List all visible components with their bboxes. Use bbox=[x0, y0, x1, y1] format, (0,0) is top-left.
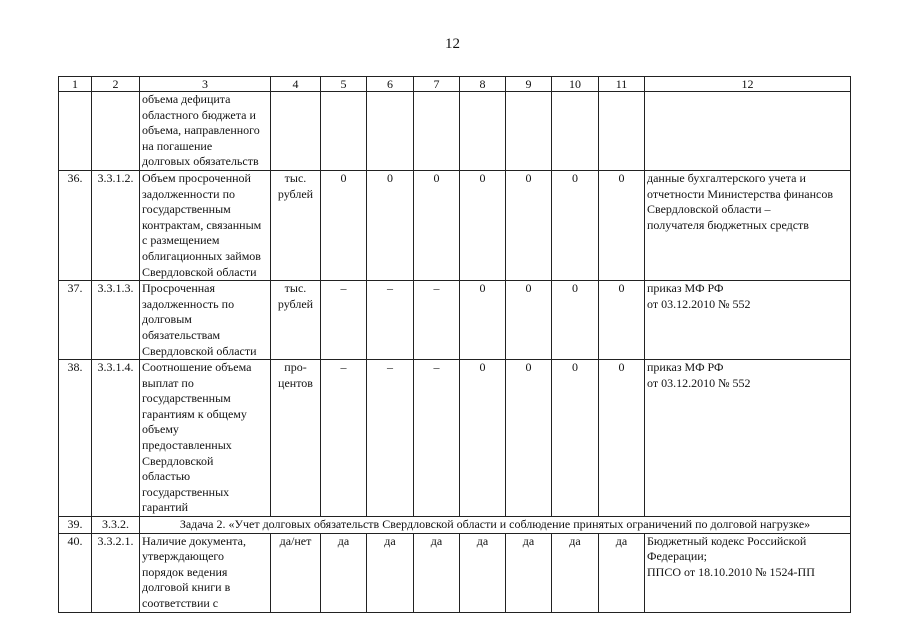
cell-line: долговых обязательств bbox=[142, 154, 259, 169]
year-value: 0 bbox=[506, 360, 552, 517]
indicator-name bbox=[140, 360, 271, 517]
row-number bbox=[59, 92, 92, 171]
year-value bbox=[414, 92, 460, 171]
column-header: 1 bbox=[59, 77, 92, 92]
unit-of-measure bbox=[271, 360, 321, 517]
row-code: 3.3.1.3. bbox=[92, 281, 140, 360]
row-number: 40. bbox=[59, 533, 92, 612]
table-header-row bbox=[59, 77, 851, 92]
cell-line: соответствии с bbox=[142, 596, 219, 610]
cell-line: от 03.12.2010 № 552 bbox=[647, 296, 751, 311]
year-value: – bbox=[414, 360, 460, 517]
column-header: 3 bbox=[140, 77, 271, 92]
cell-line: областного бюджета и bbox=[142, 107, 256, 122]
row-code bbox=[92, 92, 140, 171]
cell-line: Свердловской области – bbox=[647, 202, 771, 217]
cell-line: с размещением bbox=[142, 233, 220, 248]
year-value bbox=[460, 92, 506, 171]
year-value: 0 bbox=[506, 281, 552, 360]
row-code: 3.3.2. bbox=[92, 517, 140, 534]
cell-line: Свердловской bbox=[142, 453, 214, 468]
cell-line: Бюджетный кодекс Российской bbox=[647, 533, 807, 548]
cell-line: данные бухгалтерского учета и bbox=[647, 170, 806, 185]
cell-line: областью bbox=[142, 469, 191, 484]
year-value: – bbox=[321, 281, 367, 360]
cell-line: объема дефицита bbox=[142, 92, 231, 106]
year-value bbox=[506, 92, 552, 171]
row-code: 3.3.2.1. bbox=[92, 533, 140, 612]
data-source bbox=[645, 360, 851, 517]
cell-line: долговым bbox=[142, 312, 192, 327]
cell-line: Наличие документа, bbox=[142, 533, 246, 548]
row-number: 38. bbox=[59, 360, 92, 517]
year-value bbox=[552, 92, 599, 171]
cell-line: задолженность по bbox=[142, 296, 235, 311]
year-value: 0 bbox=[414, 170, 460, 280]
cell-line: рублей bbox=[277, 296, 314, 311]
year-value: – bbox=[414, 281, 460, 360]
cell-line: получателя бюджетных средств bbox=[647, 217, 809, 232]
data-source bbox=[645, 281, 851, 360]
row-number: 39. bbox=[59, 517, 92, 534]
year-value: 0 bbox=[599, 170, 645, 280]
year-value: – bbox=[367, 360, 414, 517]
cell-line: выплат по bbox=[142, 375, 194, 390]
cell-line: гарантий bbox=[142, 500, 189, 515]
indicator-name bbox=[140, 170, 271, 280]
year-value: – bbox=[321, 360, 367, 517]
cell-line: на погашение bbox=[142, 138, 213, 153]
cell-line: Просроченная bbox=[142, 281, 216, 296]
column-header: 7 bbox=[414, 77, 460, 92]
table-row bbox=[59, 533, 851, 612]
data-source bbox=[645, 92, 851, 171]
year-value: 0 bbox=[599, 360, 645, 517]
table-row bbox=[59, 170, 851, 280]
column-header: 6 bbox=[367, 77, 414, 92]
cell-line: тыс. bbox=[284, 281, 307, 296]
year-value: 0 bbox=[552, 360, 599, 517]
year-value: 0 bbox=[599, 281, 645, 360]
year-value: 0 bbox=[321, 170, 367, 280]
data-source bbox=[645, 533, 851, 612]
cell-line: объема, направленного bbox=[142, 123, 260, 138]
cell-line: гарантиям к общему bbox=[142, 406, 247, 421]
year-value: да bbox=[414, 533, 460, 612]
table-row bbox=[59, 517, 851, 534]
indicator-name bbox=[140, 533, 271, 612]
year-value: 0 bbox=[552, 170, 599, 280]
cell-line: государственным bbox=[142, 202, 231, 217]
column-header: 10 bbox=[552, 77, 599, 92]
cell-line: государственных bbox=[142, 484, 230, 499]
cell-line: контрактам, связанным bbox=[142, 217, 262, 232]
cell-line: предоставленных bbox=[142, 438, 232, 453]
unit-of-measure bbox=[271, 281, 321, 360]
cell-line: Объем просроченной bbox=[142, 170, 251, 185]
task-title: Задача 2. «Учет долговых обязательств Свердловской области и соблюдение принятых ограничений по долговой нагрузке» bbox=[140, 517, 851, 534]
cell-line: порядок ведения bbox=[142, 564, 228, 579]
cell-line: отчетности Министерства финансов bbox=[647, 186, 833, 201]
unit-of-measure bbox=[271, 92, 321, 171]
year-value: 0 bbox=[506, 170, 552, 280]
column-header: 8 bbox=[460, 77, 506, 92]
cell-line: от 03.12.2010 № 552 bbox=[647, 375, 751, 390]
year-value: да bbox=[460, 533, 506, 612]
cell-line: объему bbox=[142, 422, 179, 437]
table-row bbox=[59, 92, 851, 171]
indicator-name bbox=[140, 281, 271, 360]
year-value: да bbox=[552, 533, 599, 612]
cell-line: Федерации; bbox=[647, 549, 708, 564]
column-header: 11 bbox=[599, 77, 645, 92]
cell-line: центов bbox=[278, 375, 313, 390]
year-value: да bbox=[506, 533, 552, 612]
year-value: – bbox=[367, 281, 414, 360]
data-source bbox=[645, 170, 851, 280]
page-number: 12 bbox=[445, 36, 460, 52]
cell-line: обязательствам bbox=[142, 327, 221, 342]
cell-line: приказ МФ РФ bbox=[647, 360, 724, 375]
year-value: 0 bbox=[460, 170, 506, 280]
column-header: 2 bbox=[92, 77, 140, 92]
year-value: 0 bbox=[552, 281, 599, 360]
unit-of-measure bbox=[271, 170, 321, 280]
year-value: да bbox=[367, 533, 414, 612]
year-value: да bbox=[321, 533, 367, 612]
column-header: 12 bbox=[645, 77, 851, 92]
row-number: 36. bbox=[59, 170, 92, 280]
cell-line: Свердловской области bbox=[142, 343, 257, 358]
cell-line: ППСО от 18.10.2010 № 1524-ПП bbox=[647, 564, 815, 579]
cell-line: облигационных займов bbox=[142, 248, 261, 263]
cell-line: утверждающего bbox=[142, 549, 225, 564]
year-value bbox=[599, 92, 645, 171]
table-row bbox=[59, 281, 851, 360]
cell-line: про- bbox=[284, 360, 307, 375]
year-value: 0 bbox=[460, 281, 506, 360]
row-number: 37. bbox=[59, 281, 92, 360]
indicator-name bbox=[140, 92, 271, 171]
indicators-table bbox=[58, 76, 851, 613]
year-value: 0 bbox=[367, 170, 414, 280]
cell-line: да/нет bbox=[279, 533, 312, 548]
unit-of-measure bbox=[271, 533, 321, 612]
year-value bbox=[367, 92, 414, 171]
cell-line: приказ МФ РФ bbox=[647, 281, 724, 296]
cell-line: государственным bbox=[142, 391, 231, 406]
column-header: 4 bbox=[271, 77, 321, 92]
column-header: 5 bbox=[321, 77, 367, 92]
cell-line: задолженности по bbox=[142, 186, 236, 201]
cell-line: рублей bbox=[277, 186, 314, 201]
cell-line: Соотношение объема bbox=[142, 360, 252, 375]
row-code: 3.3.1.4. bbox=[92, 360, 140, 517]
year-value: 0 bbox=[460, 360, 506, 517]
table-row bbox=[59, 360, 851, 517]
column-header: 9 bbox=[506, 77, 552, 92]
cell-line: долговой книги в bbox=[142, 580, 231, 595]
row-code: 3.3.1.2. bbox=[92, 170, 140, 280]
year-value bbox=[321, 92, 367, 171]
year-value: да bbox=[599, 533, 645, 612]
cell-line: тыс. bbox=[284, 170, 307, 185]
cell-line: Свердловской области bbox=[142, 264, 257, 279]
